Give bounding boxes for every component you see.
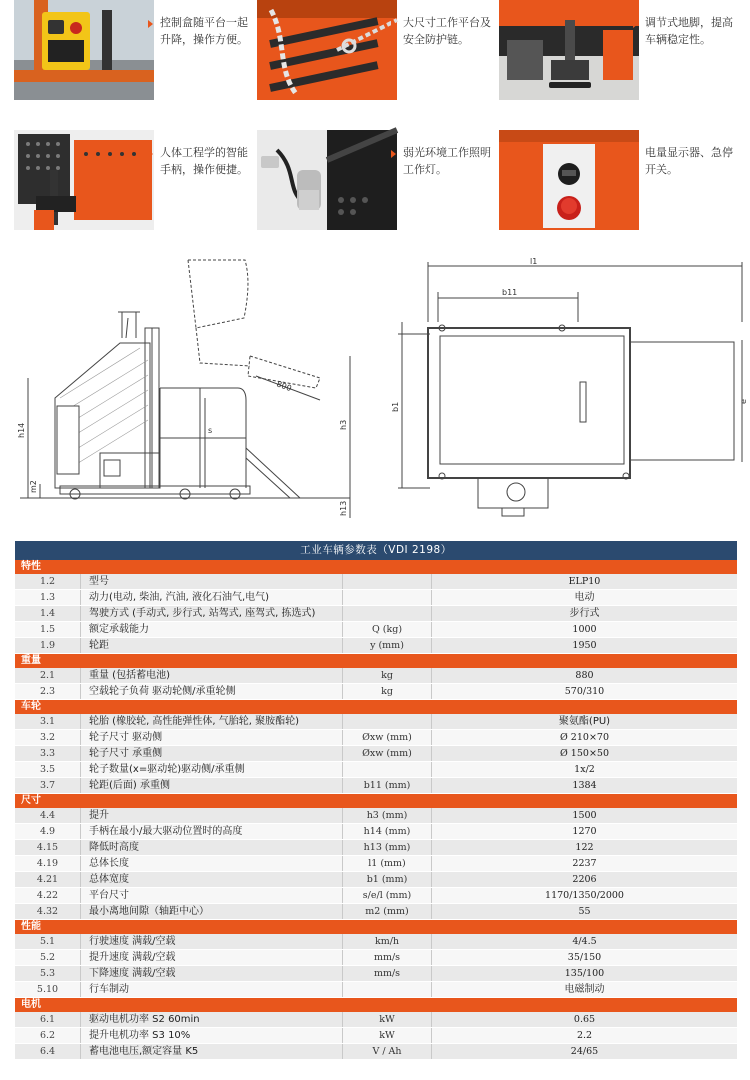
table-row (15, 574, 737, 590)
table-row (15, 638, 737, 654)
table-row (15, 1044, 737, 1060)
row-number: 6.2 (39, 1030, 56, 1041)
side-view-drawing (0, 248, 370, 533)
row-unit: km/h (342, 934, 432, 949)
table-row (15, 606, 737, 622)
row-unit: h13 (mm) (342, 840, 432, 855)
row-name: 驾驶方式 (手动式, 步行式, 站驾式, 座驾式, 拣选式) (80, 606, 342, 621)
table-row (15, 684, 737, 700)
row-name: 提升电机功率 S3 10% (80, 1028, 342, 1043)
row-unit (342, 762, 432, 777)
row-value: 570/310 (564, 686, 605, 697)
bullet-arrow-icon (391, 150, 396, 158)
battery-display-icon (499, 130, 639, 230)
dim-e-label: e (739, 399, 748, 404)
table-row (15, 840, 737, 856)
table-row (15, 778, 737, 794)
row-name: 平台尺寸 (80, 888, 342, 903)
table-row (15, 982, 737, 998)
table-row (15, 730, 737, 746)
row-number: 1.3 (39, 592, 56, 603)
row-name: 降低时高度 (80, 840, 342, 855)
row-value: 电磁制动 (564, 984, 605, 995)
row-unit: b1 (mm) (342, 872, 432, 887)
row-unit: y (mm) (342, 638, 432, 653)
row-number: 5.3 (39, 968, 56, 979)
row-name: 额定承载能力 (80, 622, 342, 637)
row-name: 型号 (80, 574, 342, 589)
table-row (15, 714, 737, 730)
section-header: 重量 (15, 654, 737, 668)
row-number: 4.9 (39, 826, 56, 837)
row-name: 轮胎 (橡胶轮, 高性能弹性体, 气胎轮, 聚胺酯轮) (80, 714, 342, 729)
row-name: 重量 (包括蓄电池) (80, 668, 342, 683)
row-value: 1000 (572, 624, 597, 635)
row-value: 电动 (574, 592, 595, 603)
row-name: 行驶速度 满载/空载 (80, 934, 342, 949)
handle-feature (0, 130, 250, 240)
row-unit: mm/s (342, 966, 432, 981)
row-value: 4/4.5 (572, 936, 597, 947)
platform-feature (243, 0, 493, 110)
row-value: 1950 (572, 640, 597, 651)
row-value: ELP10 (568, 576, 601, 587)
table-row (15, 856, 737, 872)
row-name: 手柄在最小/最大驱动位置时的高度 (80, 824, 342, 839)
ergonomic-handle-icon (14, 130, 154, 230)
feature-text: 弱光环境工作照明工作灯。 (403, 146, 491, 176)
row-name: 轮距 (80, 638, 342, 653)
spec-table-body (15, 560, 737, 1060)
row-name: 总体宽度 (80, 872, 342, 887)
row-number: 3.2 (39, 732, 56, 743)
control-box-icon (14, 0, 154, 100)
row-unit: h3 (mm) (342, 808, 432, 823)
row-value: 1384 (572, 780, 597, 791)
table-row (15, 1012, 737, 1028)
row-value: 880 (575, 670, 594, 681)
row-number: 3.3 (39, 748, 56, 759)
table-row (15, 950, 737, 966)
bullet-arrow-icon (148, 150, 153, 158)
dim-m2-label: m2 (29, 480, 38, 493)
table-row (15, 746, 737, 762)
feature-text: 电量显示器、急停开关。 (645, 146, 733, 176)
row-value: 2.2 (576, 1030, 593, 1041)
row-unit: Øxw (mm) (342, 730, 432, 745)
row-value: 2237 (572, 858, 597, 869)
row-number: 3.1 (39, 716, 56, 727)
row-value: 1270 (572, 826, 597, 837)
row-value: 122 (575, 842, 594, 853)
dim-h3-label: h3 (339, 419, 348, 430)
dim-h14-label: h14 (17, 422, 26, 438)
row-name: 轮子数量(x=驱动轮)驱动侧/承重侧 (80, 762, 342, 777)
dim-b11-label: b11 (502, 288, 518, 297)
row-number: 1.2 (39, 576, 56, 587)
row-unit: Q (kg) (342, 622, 432, 637)
row-name: 驱动电机功率 S2 60min (80, 1012, 342, 1027)
dim-l1-label: l1 (530, 257, 538, 266)
row-unit: l1 (mm) (342, 856, 432, 871)
spec-table (15, 541, 737, 1060)
table-row (15, 762, 737, 778)
row-value: Ø 210×70 (560, 732, 609, 743)
row-number: 1.4 (39, 608, 56, 619)
display-feature (485, 130, 735, 240)
row-name: 总体长度 (80, 856, 342, 871)
table-row (15, 934, 737, 950)
row-unit (342, 606, 432, 621)
dim-b1-label: b1 (391, 401, 400, 412)
feature-grid (0, 0, 750, 240)
row-number: 6.4 (39, 1046, 56, 1057)
feature-text: 控制盒随平台一起升降，操作方便。 (160, 16, 248, 46)
feature-text: 人体工程学的智能手柄，操作便捷。 (160, 146, 248, 176)
work-platform-icon (257, 0, 397, 100)
feature-text: 调节式地脚，提高车辆稳定性。 (645, 16, 733, 46)
top-view-drawing (390, 257, 750, 522)
row-unit: h14 (mm) (342, 824, 432, 839)
table-row (15, 904, 737, 920)
row-unit (342, 590, 432, 605)
section-header: 车轮 (15, 700, 737, 714)
dim-800-label: 800 (275, 379, 293, 394)
row-value: 35/150 (567, 952, 602, 963)
row-unit (342, 714, 432, 729)
row-number: 2.3 (39, 686, 56, 697)
technical-drawings (0, 248, 750, 533)
row-number: 4.4 (39, 810, 56, 821)
row-number: 1.9 (39, 640, 56, 651)
row-name: 下降速度 满载/空载 (80, 966, 342, 981)
row-unit: kg (342, 684, 432, 699)
row-value: 步行式 (569, 608, 600, 619)
table-row (15, 888, 737, 904)
row-number: 1.5 (39, 624, 56, 635)
bullet-arrow-icon (633, 150, 638, 158)
row-value: 24/65 (570, 1046, 599, 1057)
row-unit: m2 (mm) (342, 904, 432, 919)
row-number: 4.19 (36, 858, 59, 869)
row-number: 3.7 (39, 780, 56, 791)
row-number: 5.1 (39, 936, 56, 947)
dim-h13-label: h13 (339, 500, 348, 516)
row-number: 4.22 (36, 890, 59, 901)
row-name: 最小离地间隙（轴距中心） (80, 904, 342, 919)
bullet-arrow-icon (148, 20, 153, 28)
bullet-arrow-icon (391, 20, 396, 28)
row-unit: kW (342, 1028, 432, 1043)
dim-s-label: s (208, 426, 213, 435)
row-number: 5.2 (39, 952, 56, 963)
row-unit: Øxw (mm) (342, 746, 432, 761)
row-value: 1500 (572, 810, 597, 821)
row-value: 聚氨酯(PU) (558, 716, 611, 727)
row-unit (342, 574, 432, 589)
row-name: 提升速度 满载/空载 (80, 950, 342, 965)
feature-text: 大尺寸工作平台及安全防护链。 (403, 16, 491, 46)
row-value: 2206 (572, 874, 597, 885)
table-row (15, 622, 737, 638)
section-header: 特性 (15, 560, 737, 574)
row-name: 行车制动 (80, 982, 342, 997)
row-value: 0.65 (573, 1014, 596, 1025)
row-name: 轮子尺寸 承重侧 (80, 746, 342, 761)
table-row (15, 668, 737, 684)
row-number: 4.15 (36, 842, 59, 853)
table-row (15, 872, 737, 888)
row-unit: s/e/l (mm) (342, 888, 432, 903)
row-name: 提升 (80, 808, 342, 823)
work-light-icon (257, 130, 397, 230)
row-value: 1170/1350/2000 (545, 890, 624, 901)
row-number: 3.5 (39, 764, 56, 775)
section-header: 性能 (15, 920, 737, 934)
row-name: 动力(电动, 柴油, 汽油, 液化石油气,电气) (80, 590, 342, 605)
row-value: 135/100 (564, 968, 605, 979)
row-number: 6.1 (39, 1014, 56, 1025)
table-row (15, 808, 737, 824)
control-box-feature (0, 0, 250, 110)
row-name: 轮子尺寸 驱动侧 (80, 730, 342, 745)
section-header: 尺寸 (15, 794, 737, 808)
section-header: 电机 (15, 998, 737, 1012)
row-number: 4.32 (36, 906, 59, 917)
row-unit: mm/s (342, 950, 432, 965)
row-value: 55 (578, 906, 591, 917)
bullet-arrow-icon (633, 20, 638, 28)
floor-lock-icon (499, 0, 639, 100)
row-value: 1x/2 (574, 764, 595, 775)
table-row (15, 1028, 737, 1044)
row-name: 蓄电池电压,额定容量 K5 (80, 1044, 342, 1059)
row-name: 轮距(后面) 承重侧 (80, 778, 342, 793)
row-number: 4.21 (36, 874, 59, 885)
row-unit (342, 982, 432, 997)
row-unit: V / Ah (342, 1044, 432, 1059)
row-unit: kg (342, 668, 432, 683)
row-unit: kW (342, 1012, 432, 1027)
row-number: 2.1 (39, 670, 56, 681)
table-row (15, 824, 737, 840)
row-unit: b11 (mm) (342, 778, 432, 793)
floor-lock-feature (485, 0, 735, 110)
row-value: Ø 150×50 (560, 748, 609, 759)
row-number: 5.10 (36, 984, 59, 995)
table-row (15, 966, 737, 982)
spec-table-title: 工业车辆参数表（VDI 2198） (15, 541, 737, 560)
table-row (15, 590, 737, 606)
light-feature (243, 130, 493, 240)
row-name: 空载轮子负荷 驱动轮侧/承重轮侧 (80, 684, 342, 699)
